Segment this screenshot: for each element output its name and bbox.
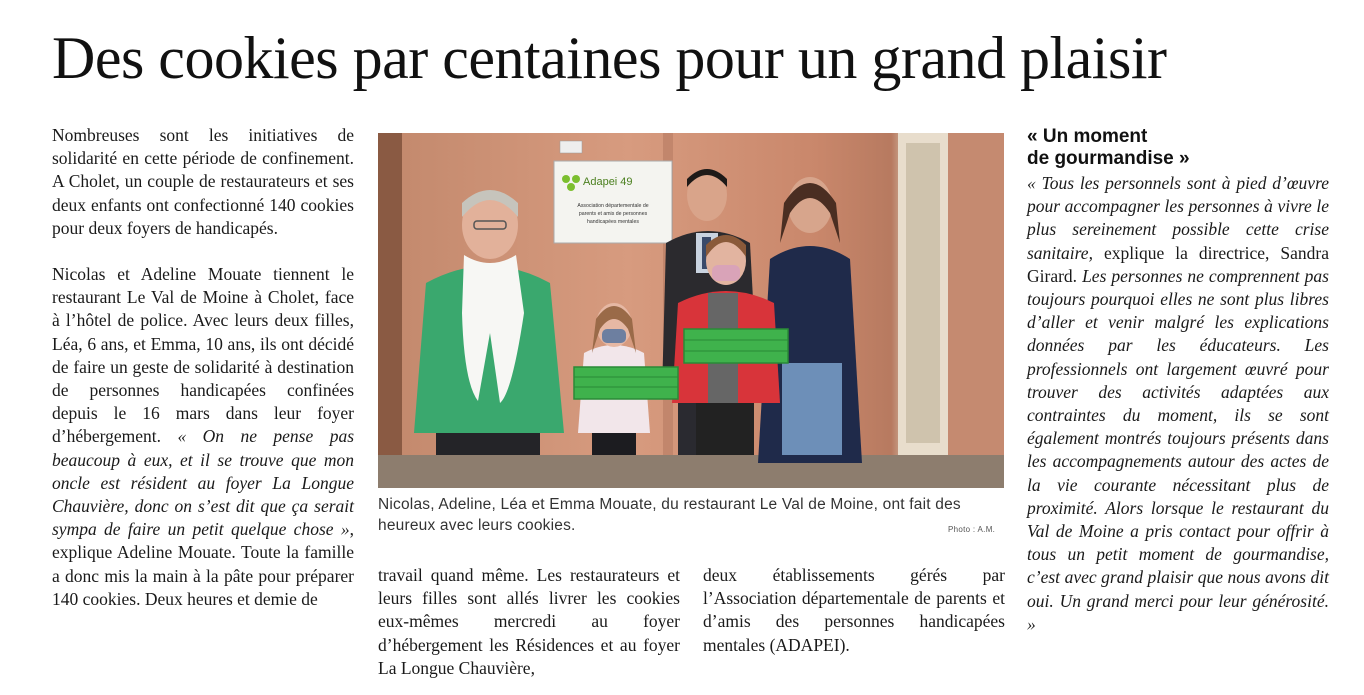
- sign-line-1: Association départementale de: [577, 203, 649, 209]
- body-text-end: , explique Adeline Mouate. Toute la famille a donc mis la main à la pâte pour préparer 140 cookies. Deux heures et demie de: [52, 519, 354, 609]
- sidebar-quote-part-1: « Tous les personnels sont à pied d’œuvre pour accompagner les personnes à vivre le plus sereinement possible cette crise sanitaire,: [1027, 173, 1329, 263]
- body-paragraph-continued: travail quand même. Les restaurateurs et leurs filles sont allés livrer les cookies eux-mêmes mercredi au foyer d’hébergement les Résidences et au foyer La Longue Chauvière,: [378, 565, 680, 678]
- photo-credit: Photo : A.M.: [948, 525, 996, 534]
- sign-line-2: parents et amis de personnes: [578, 211, 648, 217]
- sidebar-quote: [1027, 172, 1329, 636]
- body-paragraph-end: deux établissements gérés par l’Association départementale de parents et d’amis des personnes handicapées mentales (ADAPEI).: [703, 565, 1005, 655]
- sidebar-title-line-1: « Un moment: [1027, 126, 1148, 147]
- column-1: [52, 124, 354, 611]
- sign-brand: Adapei 49: [583, 176, 633, 188]
- cookie-basket-right: [684, 329, 788, 363]
- photo-caption: Nicolas, Adeline, Léa et Emma Mouate, du restaurant Le Val de Moine, ont fait des heureux avec leurs cookies.: [378, 496, 961, 534]
- body-text-start: Nicolas et Adeline Mouate tiennent le restaurant Le Val de Moine à Cholet, face à l’hôtel de police. Avec leurs deux filles, Léa, 6 ans, et Emma, 10 ans, ils ont décidé de faire un geste de solidarité à destination de personnes handicapées confinées depuis le 16 mars dans leur foyer d’hébergement.: [52, 264, 354, 447]
- quote-text: « On ne pense pas beaucoup à eux, et il se trouve que mon oncle est résident au foyer La Longue Chauvière, donc on s’est dit que ça serait sympa de faire un petit quelque chose »: [52, 426, 355, 540]
- body-paragraph: [52, 263, 354, 611]
- sidebar-attribution: explique la directrice, Sandra Girard.: [1027, 242, 1329, 286]
- sidebar-quote-part-2: Les personnes ne comprennent pas toujours pourquoi elles ne sont plus libres d’aller et venir malgré les explications données par les éducateurs. Les professionnels ont largement œuvré pour trouver des activités adaptées aux contraintes du moment, ils se sont également montrés toujours présents dans les accompagnements autour des actes de la vie courante nécessitant plus de proximité. Alors lorsque le restaurant du Val de Moine a pris contact pour offrir à tous un petit moment de gourmandise, c’est avec grand plaisir que nous avons dit oui. Un grand merci pour leur générosité. »: [1027, 265, 1329, 634]
- column-2: [378, 564, 680, 680]
- person-adeline: [414, 190, 564, 455]
- sidebar-title: [1027, 126, 1329, 170]
- article-photo: [378, 133, 1004, 488]
- headline: Des cookies par centaines pour un grand plaisir: [52, 25, 1167, 91]
- sign-line-3: handicapées mentales: [587, 219, 639, 225]
- intro-paragraph: Nombreuses sont les initiatives de solidarité en cette période de confinement. A Cholet, un couple de restaurateurs et ses deux enfants ont confectionné 140 cookies pour deux foyers de handicapés.: [52, 125, 354, 238]
- cookie-basket-left: [574, 367, 678, 399]
- column-sidebar: [1027, 126, 1329, 636]
- sidebar-title-line-2: de gourmandise »: [1027, 148, 1190, 169]
- column-3: [703, 564, 1005, 657]
